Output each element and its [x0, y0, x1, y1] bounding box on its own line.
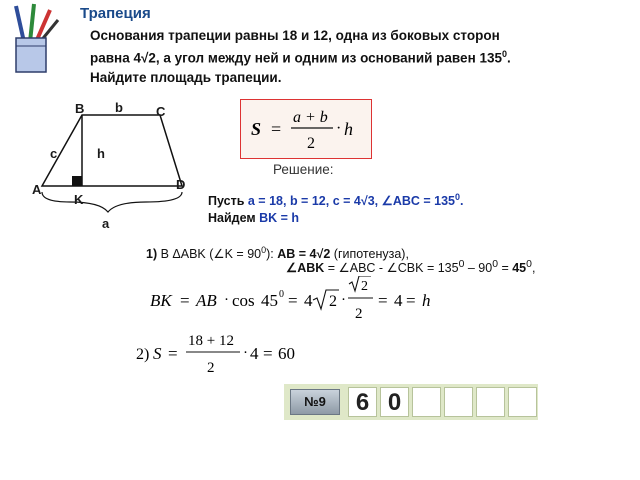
- base-brace: [42, 192, 182, 212]
- solution-label: Решение:: [273, 162, 334, 177]
- svg-text:·: ·: [341, 292, 346, 308]
- svg-text:·: ·: [224, 292, 229, 308]
- svg-text:=: =: [168, 344, 178, 363]
- svg-text:4: 4: [250, 344, 259, 363]
- svg-text:18 + 12: 18 + 12: [188, 333, 234, 349]
- answer-cell-4[interactable]: [444, 387, 473, 417]
- vertex-k-label: K: [74, 192, 84, 207]
- step-1-text: 1) В ΔABK (∠K = $90^0$): AB = 4√2 (гипотенуза),: [146, 245, 409, 262]
- task-number-badge[interactable]: №9: [290, 389, 340, 415]
- answer-cell-6[interactable]: [508, 387, 537, 417]
- svg-text:S: S: [153, 344, 162, 363]
- problem-statement: [90, 26, 635, 87]
- formula-h: h: [344, 119, 353, 139]
- formula-numerator: a + b: [293, 109, 328, 126]
- svg-text:60: 60: [278, 344, 295, 363]
- s-equation: [136, 330, 316, 380]
- side-c-label: c: [50, 146, 58, 161]
- problem-line-3: Найдите площадь трапеции.: [90, 69, 282, 85]
- bk-equation: [150, 276, 460, 326]
- area-formula-box: [240, 99, 372, 159]
- formula-s: S: [251, 119, 262, 139]
- right-angle-mark: [72, 176, 82, 186]
- problem-line-2: равна 4√2, а угол между ней и одним из оснований равен $135^0$.: [90, 49, 511, 66]
- svg-text:=: =: [378, 291, 388, 310]
- side-a-label: a: [102, 216, 110, 231]
- svg-text:2: 2: [207, 360, 215, 376]
- svg-text:cos: cos: [232, 291, 255, 310]
- svg-text:=: =: [288, 291, 298, 310]
- svg-text:2: 2: [355, 306, 363, 322]
- answer-cell-2[interactable]: 0: [380, 387, 409, 417]
- svg-text:0: 0: [279, 289, 284, 300]
- page-title: Трапеция: [80, 5, 151, 22]
- side-b-label: b: [115, 100, 123, 115]
- svg-text:2: 2: [361, 279, 368, 294]
- trapezoid-figure: [30, 100, 190, 230]
- vertex-d-label: D: [176, 177, 186, 192]
- svg-text:h: h: [422, 291, 431, 310]
- answer-bar: [284, 384, 538, 420]
- svg-text:·: ·: [243, 345, 248, 361]
- vertex-c-label: C: [156, 104, 166, 119]
- answer-cell-3[interactable]: [412, 387, 441, 417]
- given-line: Пусть a = 18, b = 12, c = 4√3, ∠ABC = $135^0$.: [208, 192, 464, 209]
- find-line: Найдем BK = h: [208, 211, 300, 225]
- answer-cell-5[interactable]: [476, 387, 505, 417]
- svg-text:=: =: [263, 344, 273, 363]
- svg-text:4: 4: [304, 291, 313, 310]
- svg-text:BK: BK: [150, 291, 172, 310]
- trapezoid-shape: [42, 115, 182, 186]
- vertex-a-label: A: [32, 182, 42, 197]
- svg-text:2): 2): [136, 346, 150, 363]
- side-h-label: h: [97, 146, 105, 161]
- formula-denominator: 2: [307, 135, 315, 152]
- svg-text:=: =: [180, 291, 190, 310]
- pencil-cup-icon: [4, 2, 64, 74]
- vertex-b-label: B: [75, 101, 85, 116]
- svg-text:45: 45: [261, 291, 278, 310]
- problem-line-1: Основания трапеции равны 18 и 12, одна из боковых сторон: [90, 28, 500, 43]
- svg-text:4: 4: [394, 291, 403, 310]
- svg-text:AB: AB: [196, 291, 217, 310]
- step-1-angle-line: ∠ABK = ∠ABC - ∠CBK = $135^0 - 90^0 = 45^0$,: [286, 259, 536, 276]
- answer-cell-1[interactable]: 6: [348, 387, 377, 417]
- formula-eq: =: [271, 119, 282, 139]
- svg-text:=: =: [406, 291, 416, 310]
- svg-text:2: 2: [329, 293, 337, 310]
- formula-dot: ·: [336, 120, 342, 137]
